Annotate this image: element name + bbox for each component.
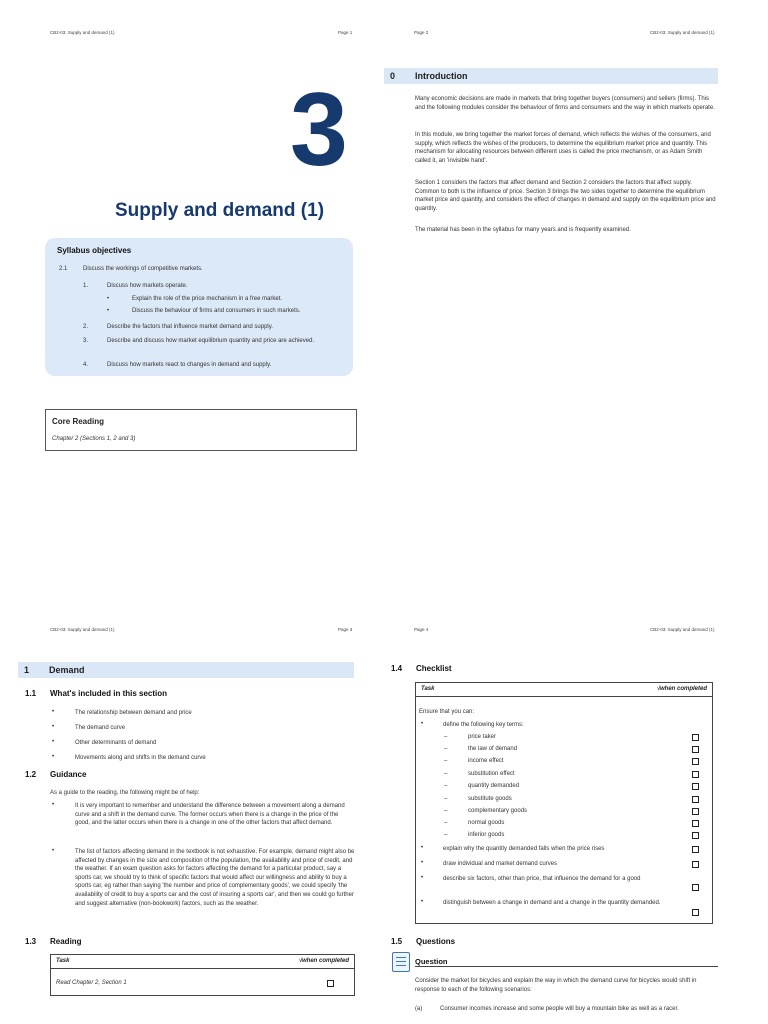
completed-checkbox[interactable] — [327, 980, 334, 987]
table-row-task: Read Chapter 2, Section 1 — [56, 980, 127, 986]
page-1 — [0, 0, 384, 512]
question-notepad-icon — [392, 952, 410, 972]
subsection-title: Reading — [50, 937, 82, 946]
dash: – — [444, 758, 448, 764]
checklist-task: describe six factors, other than price, that influence the demand for a good — [443, 876, 641, 882]
objective-text: Explain the role of the price mechanism in a free market. — [132, 296, 283, 302]
key-term: substitution effect — [468, 771, 515, 777]
objective-num: 2. — [83, 324, 89, 330]
table-header-task: Task — [56, 958, 70, 964]
objective-text: Discuss the workings of competitive markets. — [83, 266, 203, 272]
table-header-task: Task — [421, 686, 435, 692]
key-term: quantity demanded — [468, 783, 520, 789]
objective-text: Discuss how markets operate. — [107, 283, 188, 289]
dash: – — [444, 808, 448, 814]
bullet: • — [52, 754, 55, 760]
page-header-right: CB2-03: Supply and demand (1) — [650, 30, 715, 35]
completed-checkbox[interactable] — [692, 758, 699, 765]
question-part-text: Consumer incomes increase and some people will buy a mountain bike as well as a racer. — [440, 1006, 679, 1012]
dash: – — [444, 734, 448, 740]
page-3 — [0, 512, 384, 1024]
key-term: substitute goods — [468, 796, 512, 802]
bullet: • — [52, 848, 55, 854]
page-2 — [384, 0, 768, 512]
dash: – — [444, 820, 448, 826]
completed-checkbox[interactable] — [692, 861, 699, 868]
page-header-left: CB2-03: Supply and demand (1) — [50, 30, 115, 35]
section-number: 0 — [390, 71, 396, 81]
completed-checkbox[interactable] — [692, 884, 699, 891]
key-term: normal goods — [468, 820, 505, 826]
section-title: Demand — [49, 665, 85, 675]
bullet: • — [421, 875, 424, 881]
section-heading-introduction — [384, 68, 718, 84]
page-number: Page 4 — [414, 627, 429, 632]
bullet: • — [52, 802, 55, 808]
bullet: • — [52, 739, 55, 745]
completed-checkbox[interactable] — [692, 783, 699, 790]
checklist-task: draw individual and market demand curves — [443, 861, 558, 867]
core-reading-box — [45, 409, 357, 451]
syllabus-objectives-title: Syllabus objectives — [57, 246, 132, 255]
subsection-number: 1.1 — [25, 689, 37, 698]
objective-num: 2.1 — [59, 266, 68, 272]
subsection-number: 1.2 — [25, 770, 37, 779]
question-text: Consider the market for bicycles and explain the way in which the demand curve for bicycles would shift in response to each of the following scenarios: — [415, 978, 697, 993]
completed-checkbox[interactable] — [692, 909, 699, 916]
intro-paragraph: Many economic decisions are made in markets that bring together buyers (consumers) and sellers (firms). This and the following modules consider the behaviour of firms and consumers and the way in which markets operate. — [415, 96, 715, 111]
checklist-define-label: define the following key terms: — [443, 722, 524, 728]
subsection-number: 1.4 — [391, 664, 403, 673]
chapter-number: 3 — [290, 72, 348, 188]
subsection-title: What's included in this section — [50, 689, 168, 698]
completed-checkbox[interactable] — [692, 832, 699, 839]
key-term: income effect — [468, 758, 504, 764]
objective-num: 3. — [83, 338, 89, 344]
bullet: • — [52, 709, 55, 715]
reading-table — [50, 954, 355, 996]
syllabus-objectives-box — [45, 238, 353, 376]
completed-checkbox[interactable] — [692, 820, 699, 827]
question-part-label: (a) — [415, 1006, 423, 1012]
page-header-right: CB2-03: Supply and demand (1) — [650, 627, 715, 632]
intro-paragraph: In this module, we bring together the market forces of demand, which reflects the wishes of the consumers, and supply, which reflects the wishes of the producers, to determine the equilibrium market price and quantity. This mechanism for allocating resources between different uses is called the price mechanism, or as Adam Smith called it, an 'invisible hand'. — [415, 132, 711, 164]
dash: – — [444, 771, 448, 777]
subsection-heading — [25, 689, 345, 701]
bullet: • — [421, 845, 424, 851]
list-item: Other determinants of demand — [75, 740, 157, 746]
subsection-title: Checklist — [416, 664, 452, 673]
core-reading-reference: Chapter 2 (Sections 1, 2 and 3) — [52, 436, 136, 442]
completed-checkbox[interactable] — [692, 734, 699, 741]
dash: – — [444, 832, 448, 838]
objective-text: Describe the factors that influence market demand and supply. — [107, 324, 273, 330]
guidance-intro: As a guide to the reading, the following might be of help: — [50, 790, 200, 796]
intro-paragraph: The material has been in the syllabus for many years and is frequently examined. — [415, 227, 631, 233]
objective-bullet: • — [107, 308, 110, 314]
key-term: the law of demand — [468, 746, 518, 752]
completed-checkbox[interactable] — [692, 808, 699, 815]
checklist-intro: Ensure that you can: — [419, 709, 475, 715]
checklist-task: explain why the quantity demanded falls when the price rises — [443, 846, 605, 852]
bullet: • — [52, 724, 55, 730]
table-header-row — [416, 683, 712, 697]
table-header-completed: √when completed — [656, 686, 707, 692]
list-item: The demand curve — [75, 725, 126, 731]
intro-paragraph: Section 1 considers the factors that affect demand and Section 2 considers the factors that affect supply. Common to both is the influence of price. Section 3 brings the two sides together to determine the equilibrium market price and quantity, and considers the effect of changes in demand and supply on the equilibrium price and quantity. — [415, 180, 716, 212]
dash: – — [444, 746, 448, 752]
objective-num: 1. — [83, 283, 89, 289]
chapter-title: Supply and demand (1) — [115, 200, 325, 221]
bullet: • — [421, 721, 424, 727]
completed-checkbox[interactable] — [692, 796, 699, 803]
subsection-heading — [25, 770, 345, 782]
checklist-task: distinguish between a change in demand and a change in the quantity demanded. — [443, 900, 661, 906]
question-label: Question — [415, 957, 448, 966]
section-title: Introduction — [415, 71, 468, 81]
objective-text: Discuss the behaviour of firms and consumers in such markets. — [132, 308, 301, 314]
objective-text: Describe and discuss how market equilibrium quantity and price are achieved. — [107, 338, 315, 344]
table-header-row — [51, 955, 354, 969]
completed-checkbox[interactable] — [692, 846, 699, 853]
core-reading-title: Core Reading — [52, 417, 105, 426]
objective-bullet: • — [107, 296, 110, 302]
page-number: Page 1 — [338, 30, 353, 35]
page-number: Page 3 — [338, 627, 353, 632]
subsection-title: Questions — [416, 937, 456, 946]
key-term: complementary goods — [468, 808, 528, 814]
bullet: • — [421, 860, 424, 866]
objective-text: Discuss how markets react to changes in demand and supply. — [107, 362, 272, 368]
page-4 — [384, 512, 768, 1024]
page-number: Page 2 — [414, 30, 429, 35]
subsection-heading — [25, 937, 345, 949]
completed-checkbox[interactable] — [692, 771, 699, 778]
subsection-heading — [391, 664, 721, 676]
page-header-left: CB2-03: Supply and demand (1) — [50, 627, 115, 632]
subsection-number: 1.5 — [391, 937, 403, 946]
list-item: Movements along and shifts in the demand curve — [75, 755, 206, 761]
checklist-table — [415, 682, 713, 924]
section-number: 1 — [24, 665, 30, 675]
subsection-heading — [391, 937, 721, 949]
key-term: inferior goods — [468, 832, 505, 838]
dash: – — [444, 783, 448, 789]
section-heading-demand — [18, 662, 354, 678]
completed-checkbox[interactable] — [692, 746, 699, 753]
key-term: price taker — [468, 734, 497, 740]
guidance-bullet: The list of factors affecting demand in the textbook is not exhaustive. For example, demand might also be affected by changes in the size and composition of the population, the availability and price of credit, and the weather. If an exam question asks for factors affecting the demand for a particular product, say a sports car, we should try to think of specific factors that would affect our willingness and ability to buy a sports car, eg rather than saying 'the number and price of complementary goods', we could specify 'the availability of credit to buy a sports car and the cost of insuring a sports car', and then we could go further and suggest alternative (non-bookwork) factors, such as the weather. — [75, 849, 355, 907]
objective-num: 4. — [83, 362, 89, 368]
guidance-bullet: It is very important to remember and understand the difference between a movement along a demand curve and a shift in the demand curve. The former occurs when there is a change in the price of the good, and the latter occurs when there is a change in one of the other factors that affect demand. — [75, 803, 345, 827]
bullet: • — [421, 899, 424, 905]
list-item: The relationship between demand and price — [75, 710, 192, 716]
dash: – — [444, 796, 448, 802]
subsection-number: 1.3 — [25, 937, 37, 946]
subsection-title: Guidance — [50, 770, 87, 779]
table-header-completed: √when completed — [298, 958, 349, 964]
